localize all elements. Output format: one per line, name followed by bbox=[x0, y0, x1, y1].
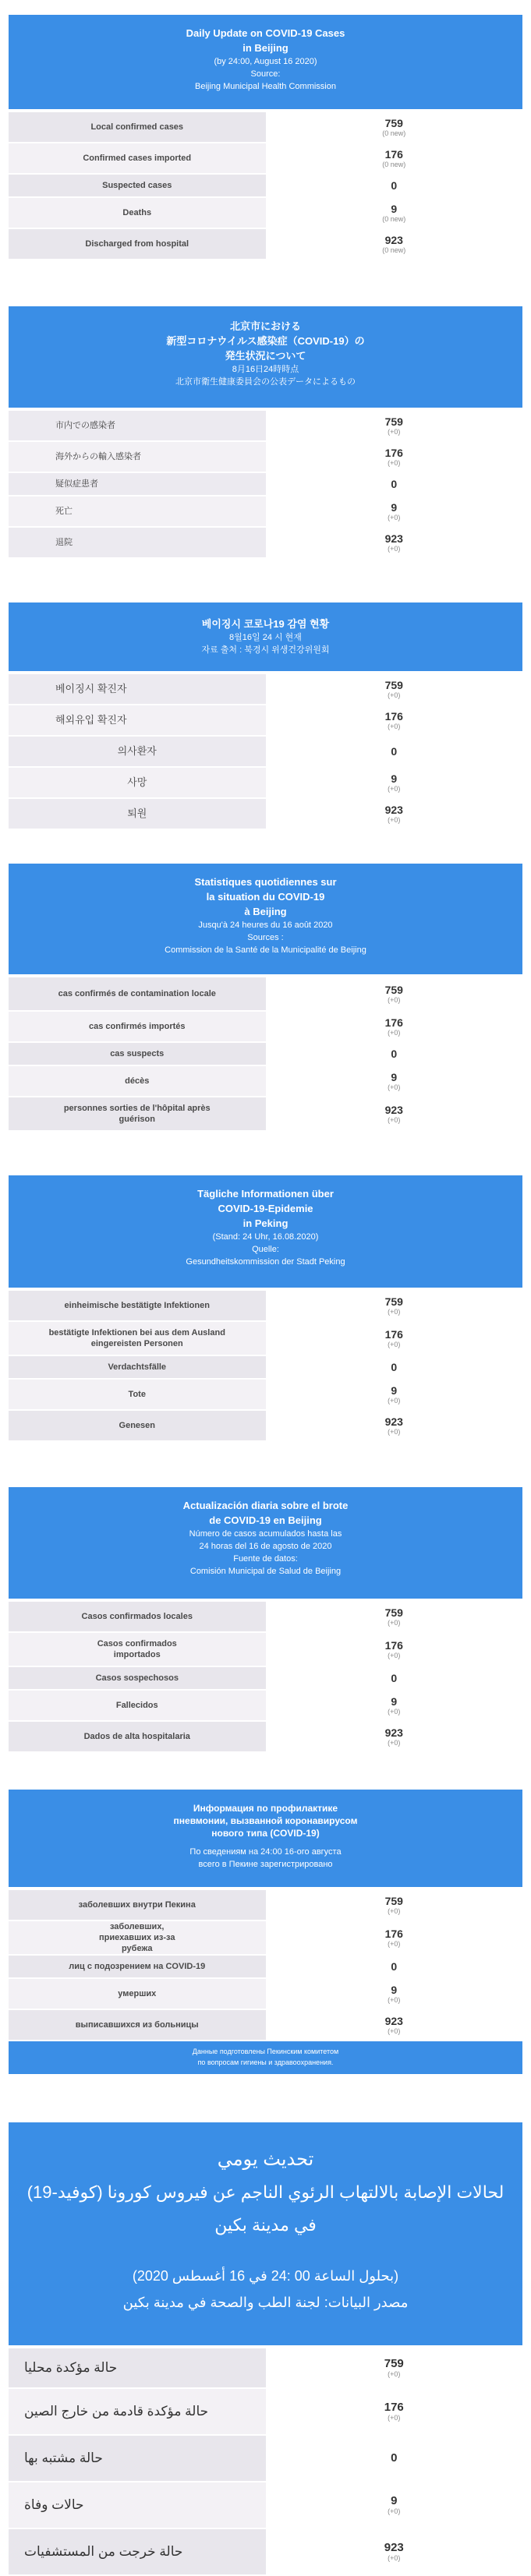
count: 0 bbox=[391, 1672, 398, 1684]
table-row bbox=[9, 442, 522, 473]
row-label: حالة مؤكدة محليا bbox=[9, 2348, 266, 2387]
count: 759 bbox=[384, 679, 403, 691]
card-header bbox=[9, 2122, 522, 2345]
table-row bbox=[9, 2010, 522, 2041]
row-label: 市内での感染者 bbox=[9, 411, 266, 440]
header-line: Actualización diaria sobre el brote bbox=[182, 1500, 349, 1511]
sub-line: Comisión Municipal de Salud de Beijing bbox=[189, 1567, 342, 1576]
count: 176 bbox=[384, 148, 403, 161]
sub-line: Fuente de datos: bbox=[233, 1554, 298, 1564]
row-value bbox=[266, 1633, 523, 1666]
row-label: cas suspects bbox=[9, 1043, 266, 1065]
row-label: Tote bbox=[9, 1380, 266, 1409]
row-label: Confirmed cases imported bbox=[9, 143, 266, 173]
count: 176 bbox=[384, 710, 403, 723]
count: 176 bbox=[384, 447, 403, 459]
row-label: 사망 bbox=[9, 768, 266, 797]
change-note: (+0) bbox=[388, 1652, 401, 1659]
table-row bbox=[9, 1979, 522, 2010]
count: 176 bbox=[384, 1328, 403, 1341]
table-row bbox=[9, 2389, 522, 2436]
header-line: Информация по профилактике bbox=[193, 1803, 338, 1814]
row-label: Casos confirmados locales bbox=[9, 1602, 266, 1631]
table-row bbox=[9, 1356, 522, 1380]
change-note: (+0) bbox=[388, 2554, 401, 2562]
stats-table bbox=[9, 974, 522, 1132]
row-label: حالة مشتبه بها bbox=[9, 2436, 266, 2481]
table-row bbox=[9, 1633, 522, 1667]
stats-table bbox=[9, 109, 522, 260]
header-line: Daily Update on COVID-19 Cases bbox=[186, 27, 345, 39]
header-line: à Beijing bbox=[244, 906, 287, 917]
change-note: (+0) bbox=[388, 691, 401, 699]
card-footer bbox=[9, 2041, 522, 2074]
row-value bbox=[266, 1921, 523, 1954]
count: 759 bbox=[384, 1606, 403, 1619]
row-label: заболевших, приехавших из-за рубежа bbox=[9, 1921, 266, 1954]
header-line: 新型コロナウイルス感染症（COVID-19）の bbox=[166, 335, 365, 347]
row-label: einheimische bestätigte Infektionen bbox=[9, 1291, 266, 1320]
row-label: 베이징시 확진자 bbox=[9, 674, 266, 704]
row-value bbox=[266, 1322, 523, 1355]
change-note: (+0) bbox=[388, 723, 401, 730]
row-value bbox=[266, 1411, 523, 1440]
change-note: (0 new) bbox=[382, 161, 406, 168]
row-label: حالة خرجت من المستشفيات bbox=[9, 2529, 266, 2574]
row-value bbox=[266, 1979, 523, 2009]
row-value bbox=[266, 1097, 523, 1130]
row-value bbox=[266, 1380, 523, 1409]
sub-line: Beijing Municipal Health Commission bbox=[195, 82, 336, 91]
header-line: 베이징시 코로나19 감염 현황 bbox=[201, 618, 330, 630]
card-english bbox=[9, 15, 522, 260]
row-label: выписавшихся из больницы bbox=[9, 2010, 266, 2040]
header-line: la situation du COVID-19 bbox=[206, 891, 325, 903]
row-label: 퇴원 bbox=[9, 799, 266, 829]
sub-line: всего в Пекине зарегистрировано bbox=[198, 1860, 333, 1869]
header-line: لحالات الإصابة بالالتهاب الرئوي الناجم عن فيروس كورونا (كوفيد-19) bbox=[27, 2182, 504, 2202]
change-note: (+0) bbox=[388, 514, 401, 521]
change-note: (+0) bbox=[388, 1029, 401, 1037]
table-row bbox=[9, 198, 522, 229]
row-value bbox=[266, 175, 523, 196]
stats-table bbox=[9, 671, 522, 830]
card-french bbox=[9, 864, 522, 1132]
count: 923 bbox=[384, 234, 403, 246]
card-korean bbox=[9, 602, 522, 830]
row-value bbox=[266, 1356, 523, 1378]
table-row bbox=[9, 2529, 522, 2576]
count: 759 bbox=[384, 2357, 404, 2370]
row-value bbox=[266, 2389, 523, 2434]
row-label: 海外からの輸入感染者 bbox=[9, 442, 266, 472]
table-row bbox=[9, 799, 522, 830]
change-note: (+0) bbox=[388, 1341, 401, 1348]
table-row bbox=[9, 1602, 522, 1633]
table-row bbox=[9, 473, 522, 496]
count: 923 bbox=[384, 1726, 403, 1739]
table-row bbox=[9, 1890, 522, 1921]
count: 176 bbox=[384, 2401, 404, 2414]
card-spanish bbox=[9, 1487, 522, 1753]
change-note: (0 new) bbox=[382, 215, 406, 223]
row-value bbox=[266, 768, 523, 797]
change-note: (+0) bbox=[388, 2507, 401, 2515]
row-label: Deaths bbox=[9, 198, 266, 228]
row-value bbox=[266, 674, 523, 704]
row-label: 의사환자 bbox=[9, 737, 266, 766]
row-value bbox=[266, 112, 523, 142]
change-note: (+0) bbox=[388, 1308, 401, 1316]
header-line: нового типа (COVID-19) bbox=[211, 1828, 320, 1839]
change-note: (+0) bbox=[388, 1996, 401, 2004]
card-header bbox=[9, 1487, 522, 1599]
row-value bbox=[266, 1667, 523, 1689]
change-note: (+0) bbox=[388, 1940, 401, 1948]
row-value bbox=[266, 2010, 523, 2040]
table-row bbox=[9, 2482, 522, 2529]
count: 0 bbox=[391, 1361, 398, 1373]
change-note: (+0) bbox=[388, 1083, 401, 1091]
table-row bbox=[9, 1066, 522, 1097]
row-value bbox=[266, 2529, 523, 2574]
stats-table bbox=[9, 408, 522, 559]
table-row bbox=[9, 143, 522, 175]
change-note: (0 new) bbox=[382, 129, 406, 137]
card-german bbox=[9, 1175, 522, 1442]
row-value bbox=[266, 2348, 523, 2387]
row-value bbox=[266, 528, 523, 557]
count: 0 bbox=[391, 1048, 398, 1060]
card-header bbox=[9, 1175, 522, 1288]
sub-line: Número de casos acumulados hasta las bbox=[189, 1529, 342, 1539]
row-value bbox=[266, 1890, 523, 1920]
row-label: cas confirmés de contamination locale bbox=[9, 977, 266, 1010]
row-value bbox=[266, 1722, 523, 1751]
count: 9 bbox=[391, 203, 398, 215]
row-label: cas confirmés importés bbox=[9, 1012, 266, 1041]
sub-line: Commission de la Santé de la Municipalité de Beijing bbox=[165, 945, 366, 955]
change-note: (+0) bbox=[388, 785, 401, 793]
row-label: حالة مؤكدة قادمة من خارج الصين bbox=[9, 2389, 266, 2434]
row-label: 해외유입 확진자 bbox=[9, 705, 266, 735]
count: 9 bbox=[391, 772, 398, 785]
sub-line: 8月16日24時時点 bbox=[232, 365, 299, 374]
header-line: في مدينة بكين bbox=[214, 2215, 317, 2235]
change-note: (+0) bbox=[388, 1428, 401, 1436]
count: 923 bbox=[384, 2015, 403, 2027]
row-label: Dados de alta hospitalaria bbox=[9, 1722, 266, 1751]
row-label: Genesen bbox=[9, 1411, 266, 1440]
table-row bbox=[9, 496, 522, 528]
table-row bbox=[9, 112, 522, 143]
table-row bbox=[9, 705, 522, 737]
count: 923 bbox=[384, 532, 403, 545]
change-note: (+0) bbox=[388, 545, 401, 553]
table-row bbox=[9, 1921, 522, 1956]
row-label: заболевших внутри Пекина bbox=[9, 1890, 266, 1920]
table-row bbox=[9, 175, 522, 198]
count: 9 bbox=[391, 501, 398, 514]
row-label: умерших bbox=[9, 1979, 266, 2009]
count: 9 bbox=[391, 1071, 398, 1083]
sub-line: 24 horas del 16 de agosto de 2020 bbox=[199, 1542, 332, 1551]
count: 176 bbox=[384, 1639, 403, 1652]
header-line: пневмонии, вызванной коронавирусом bbox=[173, 1815, 358, 1826]
card-arabic bbox=[9, 2122, 522, 2576]
row-label: 疑似症患者 bbox=[9, 473, 266, 495]
table-row bbox=[9, 1691, 522, 1722]
count: 0 bbox=[391, 478, 398, 490]
stats-table bbox=[9, 1288, 522, 1442]
sub-line: (Stand: 24 Uhr, 16.08.2020) bbox=[212, 1232, 319, 1242]
count: 759 bbox=[384, 1295, 403, 1308]
count: 9 bbox=[391, 1695, 398, 1708]
row-value bbox=[266, 1043, 523, 1065]
row-label: Casos confirmados importados bbox=[9, 1633, 266, 1666]
table-row bbox=[9, 1097, 522, 1132]
count: 923 bbox=[384, 804, 403, 816]
count: 759 bbox=[384, 415, 403, 428]
table-row bbox=[9, 737, 522, 768]
card-japanese bbox=[9, 306, 522, 559]
row-label: Suspected cases bbox=[9, 175, 266, 196]
sub-line: 北京市衛生健康委員会の公表データによるもの bbox=[175, 377, 356, 387]
footer-line: Данные подготовлены Пекинским комитетом bbox=[192, 2048, 339, 2055]
row-value bbox=[266, 229, 523, 259]
count: 176 bbox=[384, 1928, 403, 1940]
sub-line: По сведениям на 24:00 16-ого августа bbox=[189, 1847, 342, 1857]
table-row bbox=[9, 1043, 522, 1066]
change-note: (+0) bbox=[388, 1397, 401, 1405]
header-line: Statistiques quotidiennes sur bbox=[194, 876, 337, 888]
table-row bbox=[9, 411, 522, 442]
sub-line: (بحلول الساعة 00 :24 في 16 أغسطس 2020) bbox=[132, 2268, 399, 2284]
change-note: (+0) bbox=[388, 816, 401, 824]
row-value bbox=[266, 1066, 523, 1096]
row-label: Casos sospechosos bbox=[9, 1667, 266, 1689]
change-note: (+0) bbox=[388, 1907, 401, 1915]
row-label: Verdachtsfälle bbox=[9, 1356, 266, 1378]
row-value bbox=[266, 1012, 523, 1041]
count: 9 bbox=[391, 1384, 398, 1397]
count: 0 bbox=[391, 745, 398, 758]
card-header bbox=[9, 15, 522, 109]
table-row bbox=[9, 229, 522, 260]
count: 759 bbox=[384, 1895, 403, 1907]
sub-line: مصدر البيانات: لجنة الطب والصحة في مدينة بكين bbox=[122, 2295, 409, 2310]
count: 9 bbox=[391, 2494, 398, 2507]
header-line: تحديث يومي bbox=[217, 2149, 314, 2170]
header-line: in Peking bbox=[242, 1217, 289, 1229]
change-note: (+0) bbox=[388, 1708, 401, 1716]
table-row bbox=[9, 1956, 522, 1979]
table-row bbox=[9, 1012, 522, 1043]
stats-table bbox=[9, 1599, 522, 1753]
table-row bbox=[9, 528, 522, 559]
table-row bbox=[9, 1380, 522, 1411]
row-value bbox=[266, 1956, 523, 1977]
sub-line: 8월16일 24 시 현재 bbox=[229, 633, 302, 642]
table-row bbox=[9, 1411, 522, 1442]
sub-line: Jusqu'à 24 heures du 16 août 2020 bbox=[198, 921, 333, 930]
header-line: COVID-19-Epidemie bbox=[218, 1203, 313, 1214]
sub-line: Gesundheitskommission der Stadt Peking bbox=[186, 1257, 345, 1267]
row-label: Discharged from hospital bbox=[9, 229, 266, 259]
table-row bbox=[9, 2348, 522, 2389]
row-value bbox=[266, 705, 523, 735]
row-label: décès bbox=[9, 1066, 266, 1096]
row-label: bestätigte Infektionen bei aus dem Ausland eingereisten Personen bbox=[9, 1322, 266, 1355]
count: 0 bbox=[391, 1960, 398, 1973]
card-header bbox=[9, 1790, 522, 1887]
header-line: Tägliche Informationen über bbox=[197, 1188, 334, 1200]
row-label: 退院 bbox=[9, 528, 266, 557]
table-row bbox=[9, 977, 522, 1012]
row-value bbox=[266, 198, 523, 228]
count: 923 bbox=[384, 1415, 403, 1428]
card-russian bbox=[9, 1790, 522, 2074]
row-value bbox=[266, 2436, 523, 2481]
count: 0 bbox=[391, 2451, 398, 2465]
header-line: in Beijing bbox=[242, 42, 289, 54]
change-note: (+0) bbox=[388, 2370, 401, 2378]
row-value bbox=[266, 1602, 523, 1631]
stats-table bbox=[9, 2345, 522, 2576]
change-note: (+0) bbox=[388, 2027, 401, 2035]
count: 9 bbox=[391, 1984, 398, 1996]
sub-line: 자료 출처 : 북경시 위생건강위원회 bbox=[201, 645, 330, 655]
row-value bbox=[266, 1291, 523, 1320]
row-value bbox=[266, 2482, 523, 2528]
card-header bbox=[9, 864, 522, 974]
count: 923 bbox=[384, 2541, 404, 2554]
sub-line: Quelle: bbox=[252, 1245, 279, 1254]
table-row bbox=[9, 2436, 522, 2482]
count: 759 bbox=[384, 984, 403, 996]
row-value bbox=[266, 799, 523, 829]
change-note: (+0) bbox=[388, 1116, 401, 1124]
count: 923 bbox=[384, 1104, 403, 1116]
footer-line: по вопросам гигиены и здравоохранения. bbox=[197, 2058, 334, 2066]
row-label: personnes sorties de l'hôpital après guérison bbox=[9, 1097, 266, 1130]
row-label: حالات وفاة bbox=[9, 2482, 266, 2528]
row-value bbox=[266, 411, 523, 440]
row-value bbox=[266, 143, 523, 173]
change-note: (+0) bbox=[388, 2414, 401, 2422]
row-label: лиц с подозрением на COVID-19 bbox=[9, 1956, 266, 1977]
change-note: (0 new) bbox=[382, 246, 406, 254]
table-row bbox=[9, 1291, 522, 1322]
table-row bbox=[9, 674, 522, 705]
change-note: (+0) bbox=[388, 459, 401, 467]
count: 759 bbox=[384, 117, 403, 129]
sub-line: Sources : bbox=[247, 933, 284, 942]
sub-line: (by 24:00, August 16 2020) bbox=[214, 57, 317, 66]
card-header bbox=[9, 602, 522, 671]
change-note: (+0) bbox=[388, 1739, 401, 1747]
sub-line: Source: bbox=[250, 69, 281, 79]
count: 0 bbox=[391, 179, 398, 192]
header-line: 発生状況について bbox=[225, 350, 306, 362]
stats-table bbox=[9, 1887, 522, 2041]
row-label: Local confirmed cases bbox=[9, 112, 266, 142]
count: 176 bbox=[384, 1016, 403, 1029]
table-row bbox=[9, 1667, 522, 1691]
change-note: (+0) bbox=[388, 996, 401, 1004]
row-value bbox=[266, 737, 523, 766]
row-value bbox=[266, 1691, 523, 1720]
row-value bbox=[266, 977, 523, 1010]
table-row bbox=[9, 768, 522, 799]
row-value bbox=[266, 496, 523, 526]
card-header bbox=[9, 306, 522, 408]
change-note: (+0) bbox=[388, 428, 401, 436]
row-label: Fallecidos bbox=[9, 1691, 266, 1720]
row-value bbox=[266, 442, 523, 472]
table-row bbox=[9, 1322, 522, 1356]
change-note: (+0) bbox=[388, 1619, 401, 1627]
row-value bbox=[266, 473, 523, 495]
table-row bbox=[9, 1722, 522, 1753]
header-line: 北京市における bbox=[229, 320, 301, 332]
header-line: de COVID-19 en Beijing bbox=[209, 1514, 322, 1526]
row-label: 死亡 bbox=[9, 496, 266, 526]
